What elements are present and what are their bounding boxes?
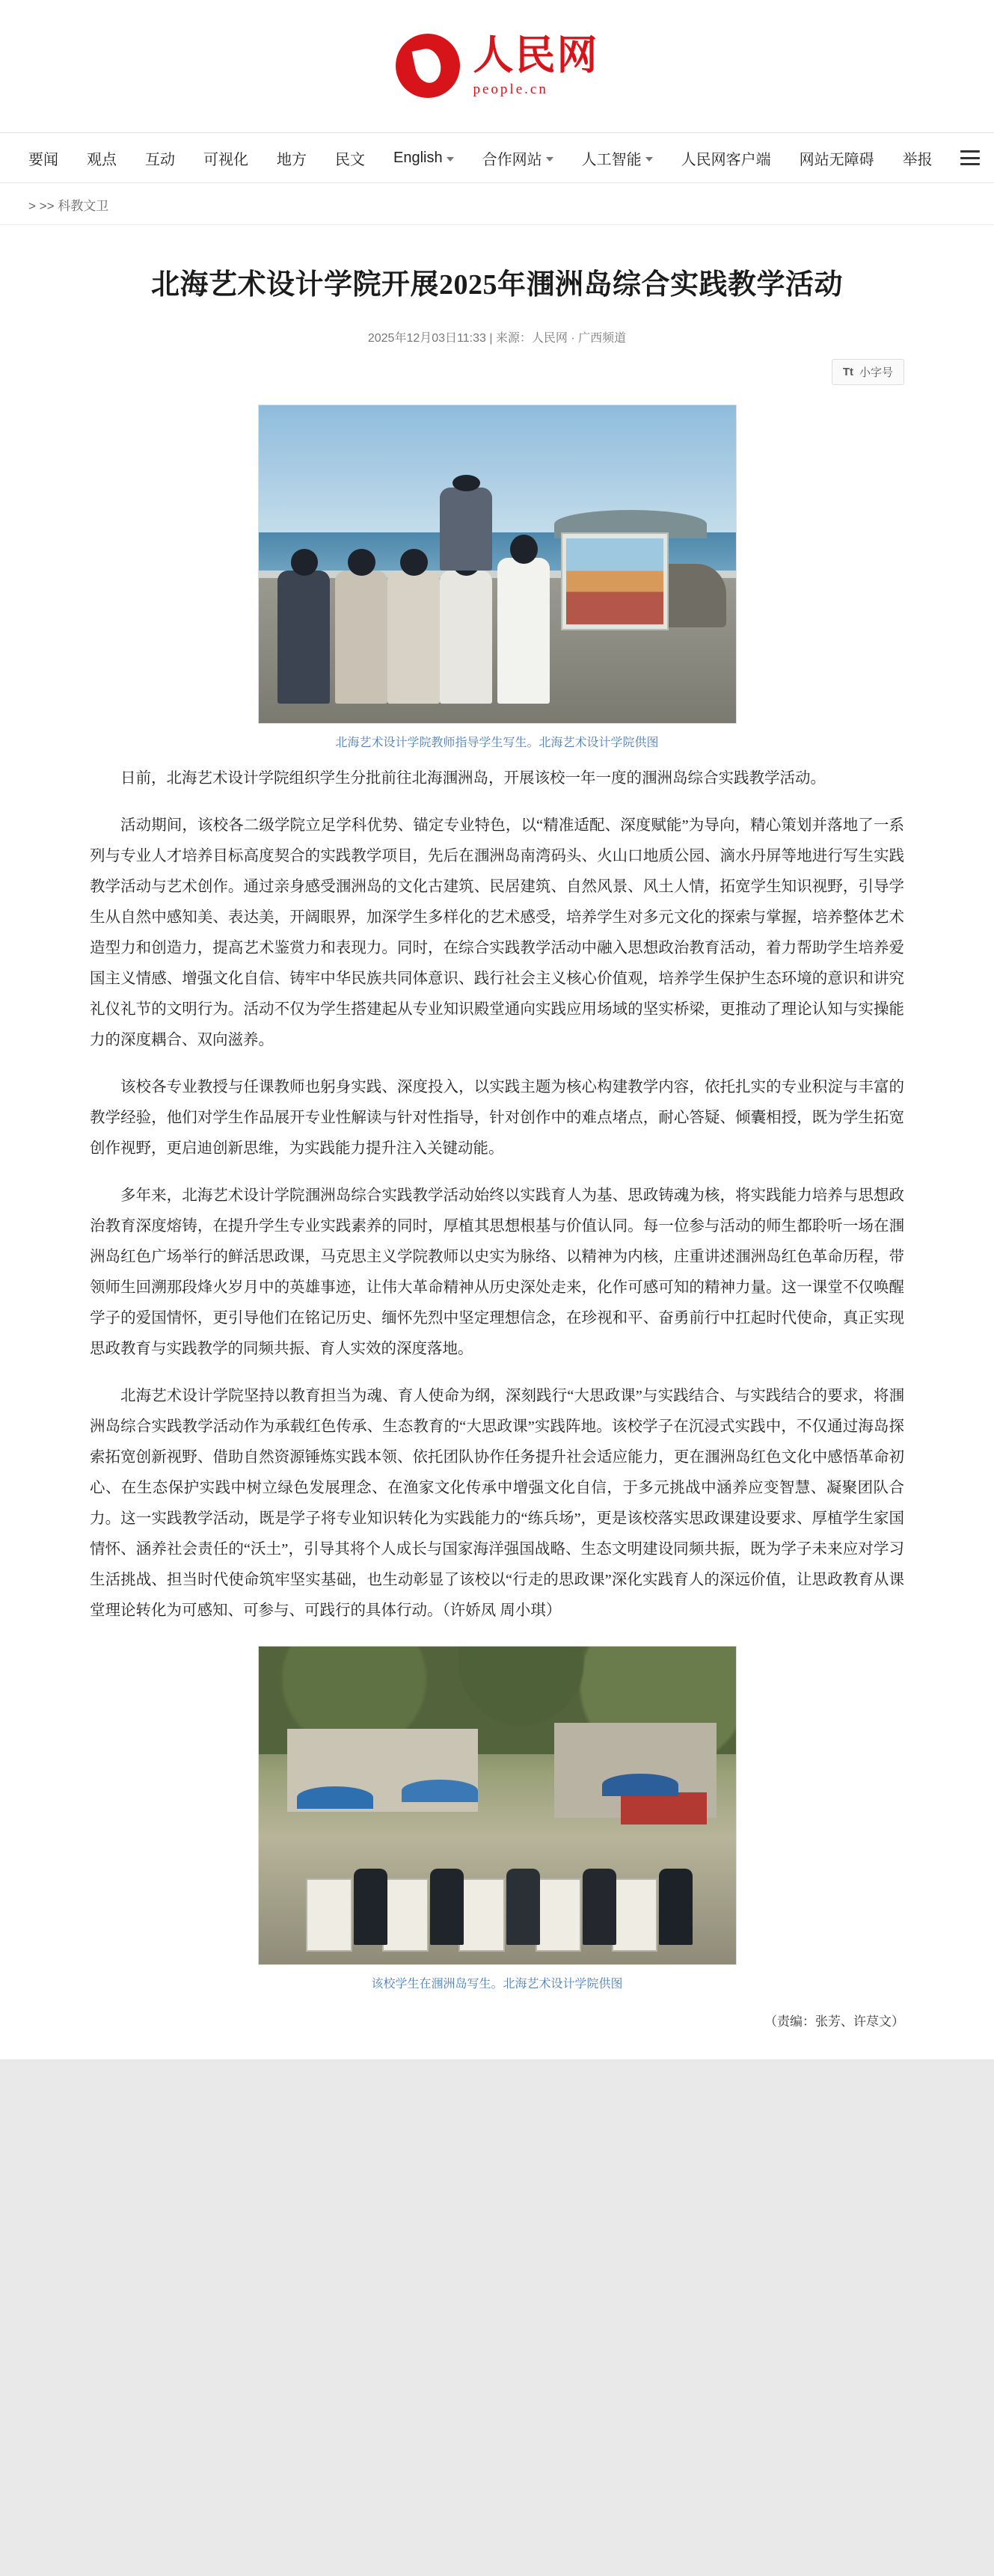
logo-text xyxy=(473,35,599,96)
nav-label: 合作网站 xyxy=(482,151,542,168)
nav-label: 地方 xyxy=(277,151,307,168)
nav-label: 人民网客户端 xyxy=(681,151,771,168)
article-paragraph-3: 该校各专业教授与任课教师也躬身实践、深度投入，以实践主题为核心构建教学内容，依托扎实的专业积淀与丰富的教学经验，他们对学生作品展开专业性解读与针对性指导，针对创作中的难点堵点，耐心答疑、倾囊相授，既为学生拓宽创作视野，更启迪创新思维，为实践能力提升注入关键动能。 xyxy=(90,1078,904,1157)
nav-label: 要闻 xyxy=(28,151,58,168)
fontsize-control xyxy=(90,359,904,385)
nav-label: 互动 xyxy=(145,151,175,168)
page-title: 北海艺术设计学院开展2025年涠洲岛综合实践教学活动 xyxy=(150,269,843,301)
nav-item-rengongzhineng[interactable] xyxy=(568,147,667,169)
nav-item-minwen[interactable] xyxy=(321,147,379,169)
article-paragraph-5: 北海艺术设计学院坚持以教育担当为魂、育人使命为纲，深刻践行“大思政课”与实践结合、与实践结合的要求，将涠洲岛综合实践教学活动作为承载红色传承、生态教育的“大思政课”实践阵地。该校学子在沉浸式实践中，不仅通过海岛探索拓宽创新视野、借助自然资源锤炼实践本领、依托团队协作任务提升社会适应能力，更在涠洲岛红色文化中感悟革命初心、在生态保护实践中树立绿色发展理念、在渔家文化传承中增强文化自信，于多元挑战中涵养应变智慧、凝聚团队合力。这一实践教学活动，既是学子将专业知识转化为实践能力的“练兵场”，更是该校落实思政课建设要求、厚植学生家国情怀、涵养社会责任的“沃土”，引导其将个人成长与国家海洋强国战略、生态文明建设同频共振，既为学子未来应对学习生活挑战、担当时代使命筑牢坚实基础，也生动彰显了该校以“行走的思政课”深化实践育人的深远价值，让思政教育从课堂理论转化为可感知、可参与、可践行的具体行动。（许娇凤 周小琪） xyxy=(90,1387,904,1619)
nav-label: 观点 xyxy=(87,151,117,168)
logo-title-cn: 人民网 xyxy=(473,33,599,78)
nav-actions xyxy=(947,148,994,167)
hamburger-icon[interactable] xyxy=(960,150,980,165)
nav-item-kehuduan[interactable] xyxy=(667,147,785,169)
logo-title-en: people.cn xyxy=(473,82,548,97)
nav-item-list xyxy=(28,147,947,169)
nav-item-difang[interactable] xyxy=(263,147,321,169)
article-paragraph-2: 活动期间，该校各二级学院立足学科优势、锚定专业特色，以“精准适配、深度赋能”为导向，精心策划并落地了一系列与专业人才培养目标高度契合的实践教学项目，先后在涠洲岛南湾码头、火山口地质公园、滴水丹屏等地进行写生实践教学活动与艺术创作。通过亲身感受涠洲岛的文化古建筑、民居建筑、自然风景、风土人情，拓宽学生知识视野，引导学生从自然中感知美、表达美，开阔眼界，加深学生多样化的艺术感受，培养学生对多元文化的探索与掌握，培养整体艺术造型力和创造力，提高艺术鉴赏力和表现力。同时，在综合实践教学活动中融入思想政治教育活动，着力帮助学生培养爱国主义情感、增强文化自信、铸牢中华民族共同体意识、践行社会主义核心价值观，培养学生保护生态环境的意识和讲究礼仪礼节的文明行为。活动不仅为学生搭建起从专业知识殿堂通向实践应用场域的坚实桥梁，更推动了理论认知与实操能力的深度耦合、双向滋养。 xyxy=(90,817,904,1048)
nav-label: 人工智能 xyxy=(581,151,642,168)
nav-item-hudong[interactable] xyxy=(131,147,189,169)
people-cn-logo-icon xyxy=(396,34,460,98)
editor-note: （责编：张芳、许荩文） xyxy=(764,2014,904,2029)
nav-label: 举报 xyxy=(902,151,933,168)
nav-label: 民文 xyxy=(335,151,365,168)
article-meta: 2025年12月03日11:33 | 来源：人民网 · 广西频道 xyxy=(367,331,627,345)
nav-item-jubao[interactable] xyxy=(889,147,947,169)
article-paragraph-4: 多年来，北海艺术设计学院涠洲岛综合实践教学活动始终以实践育人为基、思政铸魂为核，将实践能力培养与思想政治教育深度熔铸，在提升学生专业实践素养的同时，厚植其思想根基与价值认同。每一位参与活动的师生都聆听一场在涠洲岛红色广场举行的鲜活思政课，马克思主义学院教师以史实为脉络、以精神为内核，庄重讲述涠洲岛红色革命历程，带领师生回溯那段烽火岁月中的英雄事迹，让伟大革命精神从历史深处走来，化作可感可知的精神力量。这一课堂不仅唤醒学子的爱国情怀，更引导他们在铭记历史、缅怀先烈中坚定理想信念，在珍视和平、奋勇前行中扛起时代使命，真正实现思政教育与实践教学的同频共振、育人实效的深度落地。 xyxy=(90,1187,904,1357)
site-header xyxy=(0,0,994,132)
fontsize-button[interactable] xyxy=(832,359,904,385)
breadcrumb-text: > >> 科教文卫 xyxy=(28,199,109,213)
font-size-icon: Tt xyxy=(842,365,853,378)
nav-item-yaowen[interactable] xyxy=(28,147,73,169)
chevron-down-icon xyxy=(546,157,553,162)
figure-students-sketching xyxy=(90,1646,904,1991)
article-image-1 xyxy=(258,405,737,724)
figure-caption-1: 北海艺术设计学院教师指导学生写生。北海艺术设计学院供图 xyxy=(335,736,659,749)
article-container xyxy=(0,225,994,2059)
nav-label: English xyxy=(393,149,443,166)
breadcrumb[interactable] xyxy=(0,183,994,225)
nav-label: 可视化 xyxy=(203,151,248,168)
site-logo[interactable] xyxy=(396,34,599,98)
nav-item-english[interactable] xyxy=(379,150,468,167)
nav-item-guandian[interactable] xyxy=(73,147,131,169)
main-navigation xyxy=(0,132,994,183)
nav-item-wuzhangai[interactable] xyxy=(785,147,889,169)
chevron-down-icon xyxy=(645,157,653,162)
chevron-down-icon xyxy=(447,157,454,162)
figure-teacher-guiding xyxy=(90,405,904,750)
figure-caption-2: 该校学生在涠洲岛写生。北海艺术设计学院供图 xyxy=(371,1977,623,1991)
article-paragraph-1: 日前，北海艺术设计学院组织学生分批前往北海涠洲岛，开展该校一年一度的涠洲岛综合实践教学活动。 xyxy=(120,769,826,787)
article-image-2 xyxy=(258,1646,737,1965)
fontsize-label: 小字号 xyxy=(859,366,893,379)
nav-item-hezuowangzhan[interactable] xyxy=(468,147,568,169)
nav-label: 网站无障碍 xyxy=(799,151,874,168)
nav-item-keshihua[interactable] xyxy=(189,147,263,169)
